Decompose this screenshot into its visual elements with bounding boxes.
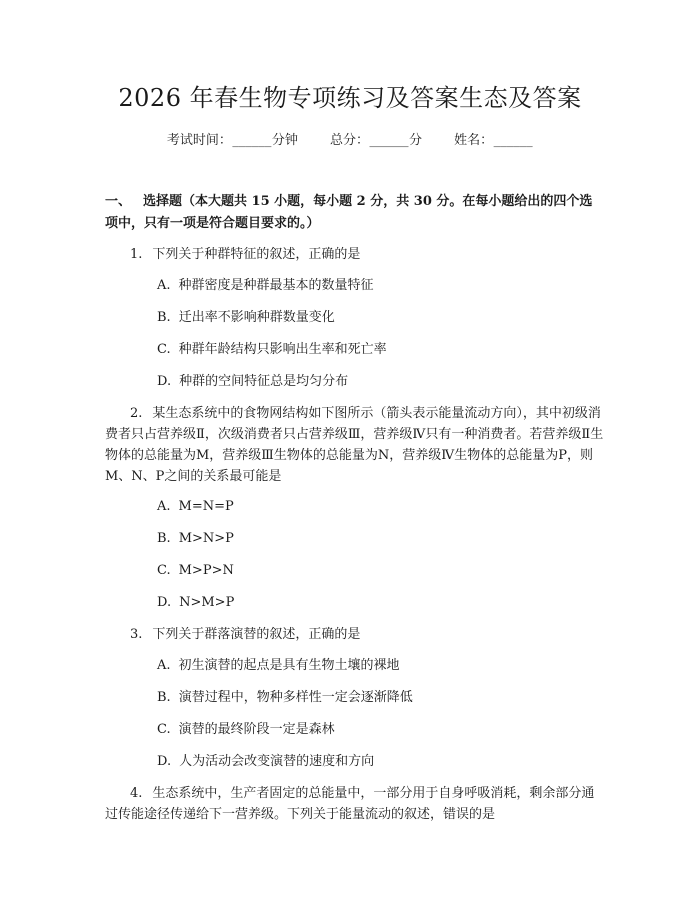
total-score-label: 总分： <box>329 133 369 148</box>
option-text: 迁出率不影响种群数量变化 <box>178 310 335 325</box>
option-letter: D. <box>157 595 172 610</box>
question-text: 下列关于种群特征的叙述，正确的是 <box>152 247 361 262</box>
option-letter: B. <box>157 690 171 705</box>
question-1-option-b <box>157 308 597 328</box>
option-letter: C. <box>157 722 171 737</box>
question-3-option-a <box>157 656 597 676</box>
exam-time-blank: ______ <box>232 133 272 148</box>
name-field <box>454 133 533 148</box>
option-text: 演替的最终阶段一定是森林 <box>178 722 335 737</box>
question-text: 某生态系统中的食物网结构如下图所示（箭头表示能量流动方向），其中初级消费者只占营养级Ⅱ，次级消费者只占营养级Ⅲ，营养级Ⅳ只有一种消费者。若营养级Ⅱ生物体的总能量为M，营养级Ⅲ生物体的总能量为N，营养级Ⅳ生物体的总能量为P，则M、N、P之间的关系最可能是 <box>105 406 604 484</box>
question-3-option-b <box>157 688 597 708</box>
exam-time-unit: 分钟 <box>271 133 298 148</box>
option-text: 初生演替的起点是具有生物土壤的裸地 <box>178 658 400 673</box>
section-number: 一、 <box>105 194 132 209</box>
question-2-option-a <box>157 497 597 517</box>
question-number: 1. <box>130 247 143 262</box>
name-label: 姓名： <box>454 133 494 148</box>
option-text: 种群年龄结构只影响出生率和死亡率 <box>178 342 387 357</box>
question-1-stem <box>130 244 600 265</box>
question-2-option-b <box>157 529 597 549</box>
option-letter: A. <box>157 278 171 293</box>
option-text: 人为活动会改变演替的速度和方向 <box>179 754 375 769</box>
question-1-option-c <box>157 340 597 360</box>
question-2-stem <box>105 403 605 487</box>
question-3-stem <box>130 624 600 645</box>
page-title: 2026 年春生物专项练习及答案生态及答案 <box>118 84 582 112</box>
question-number: 2. <box>130 406 143 421</box>
question-1-option-d <box>157 372 597 392</box>
option-letter: C. <box>157 342 171 357</box>
name-blank: ______ <box>493 133 533 148</box>
option-letter: A. <box>157 499 171 514</box>
option-letter: A. <box>157 658 171 673</box>
option-text: 演替过程中，物种多样性一定会逐渐降低 <box>178 690 413 705</box>
option-text: N>M>P <box>179 595 235 610</box>
option-letter: D. <box>157 754 172 769</box>
section-heading <box>105 191 605 235</box>
option-letter: B. <box>157 310 171 325</box>
question-text: 下列关于群落演替的叙述，正确的是 <box>152 627 361 642</box>
exam-time-field <box>167 133 298 148</box>
option-text: M>P>N <box>178 563 234 578</box>
question-2-option-d <box>157 593 597 613</box>
exam-time-label: 考试时间： <box>166 133 232 148</box>
question-4-stem <box>105 783 605 825</box>
option-text: 种群密度是种群最基本的数量特征 <box>178 278 374 293</box>
option-text: M=N=P <box>178 499 234 514</box>
question-1-option-a <box>157 276 597 296</box>
total-score-field <box>330 133 422 148</box>
section-instructions: 选择题（本大题共 15 小题，每小题 2 分，共 30 分。在每小题给出的四个选项中，只有一项是符合题目要求的。） <box>105 194 593 231</box>
option-text: 种群的空间特征总是均匀分布 <box>179 374 349 389</box>
question-2-option-c <box>157 561 597 581</box>
total-score-unit: 分 <box>409 133 423 148</box>
exam-info-line <box>0 131 700 151</box>
question-3-option-d <box>157 752 597 772</box>
question-text: 生态系统中，生产者固定的总能量中，一部分用于自身呼吸消耗，剩余部分通过传能途径传递给下一营养级。下列关于能量流动的叙述，错误的是 <box>105 786 595 822</box>
option-text: M>N>P <box>178 531 234 546</box>
question-3-option-c <box>157 720 597 740</box>
total-score-blank: ______ <box>369 133 409 148</box>
question-number: 3. <box>130 627 143 642</box>
option-letter: B. <box>157 531 171 546</box>
question-number: 4. <box>130 786 143 801</box>
option-letter: D. <box>157 374 172 389</box>
option-letter: C. <box>157 563 171 578</box>
